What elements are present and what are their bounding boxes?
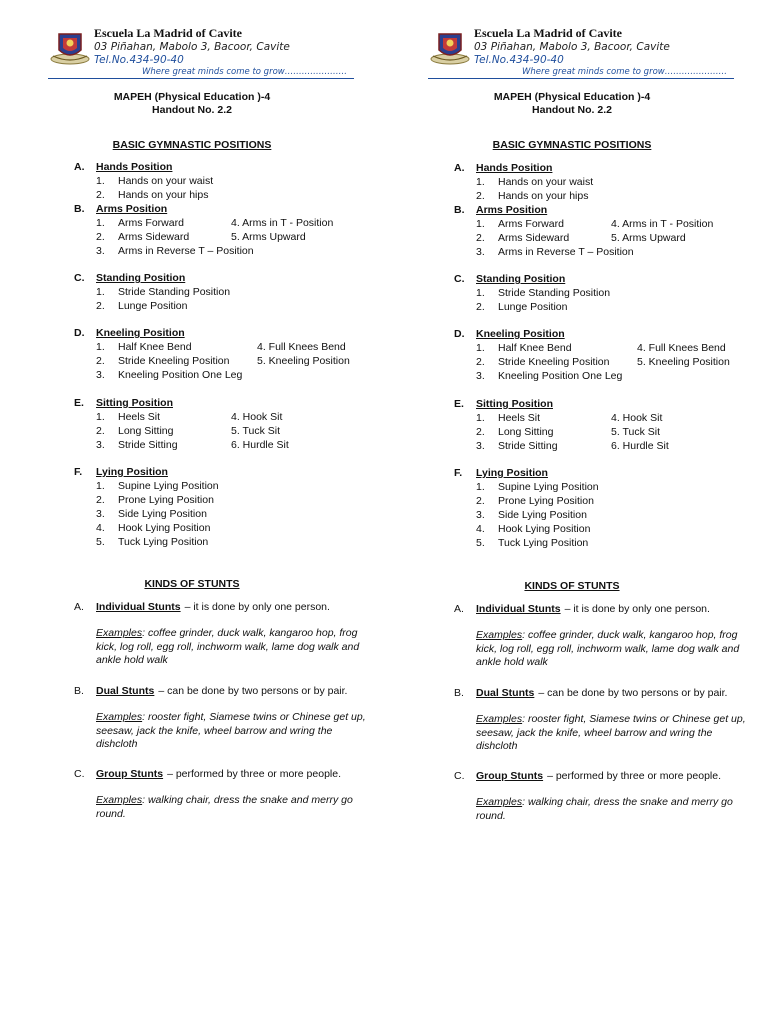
section-title: Lying Position [476,467,548,479]
examples-text: : walking chair, dress the snake and merry go round. [96,794,353,820]
item-text-second: 5. Arms Upward [611,232,686,244]
item-text: Kneeling Position One Leg [118,369,243,381]
examples-text: : coffee grinder, duck walk, kangaroo hop, frog kick, log roll, egg roll, inchworm walk, lame dog walk and ankle hold walk [476,629,740,668]
stunt-letter: C. [74,768,85,780]
item-text-second: 4. Hook Sit [231,411,283,423]
list-item [74,438,374,452]
stunt-examples [96,794,366,821]
item-text: Side Lying Position [118,508,207,520]
section-heading [454,161,754,175]
section-heading [74,160,374,174]
item-number: 3. [96,369,105,381]
header-divider [428,78,734,79]
item-number: 2. [96,494,105,506]
item-number: 1. [476,342,485,354]
position-section [454,327,754,383]
list-item [74,216,374,230]
item-number: 2. [96,231,105,243]
handout-number: Handout No. 2.2 [152,104,232,116]
list-item [74,479,374,493]
list-item [454,369,754,383]
section-title: Sitting Position [96,397,173,409]
section-title: Hands Position [96,161,173,173]
stunt-heading [454,602,744,616]
list-item [454,175,754,189]
position-section [454,203,754,259]
position-section [74,326,374,382]
list-item [454,300,754,314]
position-section [454,466,754,550]
list-item [454,189,754,203]
examples-text: : rooster fight, Siamese twins or Chinese get up, seesaw, jack the knife, wheel barrow and wring the dishcloth [476,713,746,752]
item-text-second: 6. Hurdle Sit [611,440,669,452]
item-text: Stride Sitting [118,439,178,451]
section-letter: B. [74,203,85,215]
item-text: Side Lying Position [498,509,587,521]
school-address: 03 Piñahan, Mabolo 3, Bacoor, Cavite [94,41,290,53]
item-number: 3. [476,370,485,382]
section-letter: D. [454,328,465,340]
list-item [454,245,754,259]
stunt-examples [476,629,746,670]
school-telephone: Tel.No.434-90-40 [94,54,184,66]
item-text: Hands on your hips [498,190,589,202]
position-section [74,202,374,258]
stunt-name: Dual Stunts [476,687,535,699]
list-item [454,411,754,425]
stunt-examples [96,627,366,668]
item-text: Hands on your waist [498,176,594,188]
item-text: Tuck Lying Position [498,537,589,549]
handout-number: Handout No. 2.2 [532,104,612,116]
school-motto: Where great minds come to grow…………………. [522,67,727,77]
item-text-second: 4. Hook Sit [611,412,663,424]
list-item [74,299,374,313]
position-section [454,161,754,203]
section-letter: D. [74,327,85,339]
section-title: Kneeling Position [96,327,185,339]
item-number: 1. [96,341,105,353]
list-item [74,424,374,438]
stunt-name: Group Stunts [476,770,544,782]
examples-label: Examples [476,629,523,641]
stunt-entry [74,684,364,752]
item-text: Prone Lying Position [498,495,594,507]
section-heading [454,397,754,411]
list-item [74,230,374,244]
item-number: 1. [476,481,485,493]
item-number: 5. [96,536,105,548]
item-text: Hook Lying Position [118,522,211,534]
item-text-second: 5. Kneeling Position [637,356,730,368]
section-letter: F. [74,466,83,478]
kinds-heading: KINDS OF STUNTS [144,578,240,590]
examples-label: Examples [96,627,143,639]
section-heading [74,465,374,479]
stunt-description: – performed by three or more people. [547,770,722,782]
stunt-examples [96,711,366,752]
item-text: Arms Sideward [118,231,190,243]
item-number: 1. [96,411,105,423]
section-letter: B. [454,204,465,216]
school-header [428,24,748,84]
item-number: 4. [96,522,105,534]
item-number: 3. [476,509,485,521]
item-text: Stride Kneeling Position [498,356,610,368]
item-text-second: 5. Arms Upward [231,231,306,243]
stunt-examples [476,796,746,823]
stunt-letter: A. [74,601,84,613]
item-number: 3. [96,439,105,451]
list-item [74,507,374,521]
stunt-heading [454,769,744,783]
item-number: 3. [96,245,105,257]
list-item [74,174,374,188]
item-number: 2. [476,301,485,313]
section-letter: A. [74,161,85,173]
item-number: 2. [476,190,485,202]
item-text: Hands on your waist [118,175,214,187]
stunt-letter: C. [454,770,465,782]
section-title: Standing Position [476,273,566,285]
list-item [74,493,374,507]
list-item [454,425,754,439]
item-number: 3. [476,440,485,452]
stunt-name: Individual Stunts [476,603,561,615]
stunt-heading [74,767,364,781]
item-text: Long Sitting [118,425,174,437]
stunt-entry [74,600,364,668]
item-text: Stride Sitting [498,440,558,452]
list-item [74,410,374,424]
item-text: Stride Standing Position [118,286,231,298]
stunt-heading [74,684,364,698]
item-text: Stride Kneeling Position [118,355,230,367]
section-title: Sitting Position [476,398,553,410]
position-section [454,397,754,453]
list-item [454,536,754,550]
item-number: 1. [476,218,485,230]
section-heading [454,327,754,341]
item-text: Half Knee Bend [118,341,192,353]
school-motto: Where great minds come to grow…………………. [142,67,347,77]
item-number: 2. [96,355,105,367]
section-heading [74,326,374,340]
item-text-second: 4. Arms in T - Position [231,217,334,229]
item-number: 1. [96,175,105,187]
main-heading: BASIC GYMNASTIC POSITIONS [492,139,652,151]
item-text: Hands on your hips [118,189,209,201]
position-section [74,271,374,313]
item-number: 1. [476,287,485,299]
list-item [74,354,374,368]
section-heading [74,271,374,285]
examples-label: Examples [96,711,143,723]
examples-label: Examples [476,796,523,808]
list-item [454,480,754,494]
item-number: 2. [96,189,105,201]
kinds-heading: KINDS OF STUNTS [524,580,620,592]
section-title: Kneeling Position [476,328,565,340]
stunt-entry [454,686,744,754]
stunt-description: – can be done by two persons or by pair. [158,685,348,697]
list-item [74,285,374,299]
item-number: 1. [476,412,485,424]
item-number: 2. [476,426,485,438]
item-text: Long Sitting [498,426,554,438]
examples-label: Examples [476,713,523,725]
section-heading [74,202,374,216]
handout-copy-right [380,0,764,1024]
stunt-description: – it is done by only one person. [184,601,330,613]
section-letter: C. [454,273,465,285]
school-address: 03 Piñahan, Mabolo 3, Bacoor, Cavite [474,41,670,53]
section-heading [454,466,754,480]
item-text: Heels Sit [498,412,541,424]
section-heading [454,272,754,286]
stunt-entry [454,602,744,670]
item-number: 1. [96,217,105,229]
item-text: Tuck Lying Position [118,536,209,548]
examples-label: Examples [96,794,143,806]
item-text-second: 5. Kneeling Position [257,355,350,367]
item-number: 2. [476,356,485,368]
examples-text: : coffee grinder, duck walk, kangaroo hop, frog kick, log roll, egg roll, inchworm walk, lame dog walk and ankle hold walk [96,627,360,666]
list-item [454,217,754,231]
item-text: Hook Lying Position [498,523,591,535]
position-section [74,465,374,549]
item-text: Arms Sideward [498,232,570,244]
section-heading [74,396,374,410]
item-text-second: 6. Hurdle Sit [231,439,289,451]
examples-text: : walking chair, dress the snake and merry go round. [476,796,733,822]
school-name: Escuela La Madrid of Cavite [94,26,242,40]
item-text: Lunge Position [118,300,188,312]
stunt-examples [476,713,746,754]
school-name: Escuela La Madrid of Cavite [474,26,622,40]
list-item [74,368,374,382]
item-text: Arms in Reverse T – Position [498,246,634,258]
school-seal-logo [430,30,470,66]
section-letter: A. [454,162,465,174]
stunt-letter: B. [454,687,464,699]
list-item [74,244,374,258]
position-section [454,272,754,314]
list-item [74,521,374,535]
position-section [74,396,374,452]
section-title: Standing Position [96,272,186,284]
section-title: Hands Position [476,162,553,174]
item-text: Arms Forward [498,218,564,230]
item-text: Heels Sit [118,411,161,423]
item-text: Stride Standing Position [498,287,611,299]
item-number: 1. [96,286,105,298]
section-title: Arms Position [476,204,548,216]
item-text: Arms Forward [118,217,184,229]
item-number: 5. [476,537,485,549]
stunt-description: – can be done by two persons or by pair. [538,687,728,699]
subject-title: MAPEH (Physical Education )-4 [493,91,651,103]
section-letter: E. [454,398,464,410]
list-item [74,535,374,549]
item-number: 2. [476,495,485,507]
list-item [454,355,754,369]
item-text: Prone Lying Position [118,494,214,506]
item-text: Lunge Position [498,301,568,313]
position-section [74,160,374,202]
item-text-second: 5. Tuck Sit [611,426,661,438]
item-text-second: 4. Full Knees Bend [637,342,726,354]
item-text-second: 4. Arms in T - Position [611,218,714,230]
item-text: Kneeling Position One Leg [498,370,623,382]
stunt-name: Group Stunts [96,768,164,780]
section-heading [454,203,754,217]
item-text-second: 5. Tuck Sit [231,425,281,437]
item-text: Arms in Reverse T – Position [118,245,254,257]
item-number: 1. [96,480,105,492]
school-seal-logo [50,30,90,66]
item-number: 4. [476,523,485,535]
section-letter: C. [74,272,85,284]
item-text: Supine Lying Position [118,480,219,492]
list-item [454,439,754,453]
stunt-heading [454,686,744,700]
item-text: Half Knee Bend [498,342,572,354]
list-item [74,188,374,202]
stunt-entry [454,769,744,823]
section-letter: F. [454,467,463,479]
subject-title: MAPEH (Physical Education )-4 [113,91,271,103]
list-item [454,341,754,355]
stunt-letter: A. [454,603,464,615]
section-title: Lying Position [96,466,168,478]
item-number: 3. [476,246,485,258]
stunt-letter: B. [74,685,84,697]
examples-text: : rooster fight, Siamese twins or Chinese get up, seesaw, jack the knife, wheel barrow and wring the dishcloth [96,711,366,750]
main-heading: BASIC GYMNASTIC POSITIONS [112,139,272,151]
stunt-name: Dual Stunts [96,685,155,697]
stunt-description: – performed by three or more people. [167,768,342,780]
item-text-second: 4. Full Knees Bend [257,341,346,353]
item-number: 2. [476,232,485,244]
item-number: 1. [476,176,485,188]
item-number: 3. [96,508,105,520]
item-text: Supine Lying Position [498,481,599,493]
list-item [454,494,754,508]
stunt-heading [74,600,364,614]
item-number: 2. [96,425,105,437]
school-telephone: Tel.No.434-90-40 [474,54,564,66]
list-item [454,231,754,245]
list-item [454,508,754,522]
section-title: Arms Position [96,203,168,215]
stunt-description: – it is done by only one person. [564,603,710,615]
list-item [454,522,754,536]
stunt-name: Individual Stunts [96,601,181,613]
header-divider [48,78,354,79]
stunt-entry [74,767,364,821]
section-letter: E. [74,397,84,409]
school-header [48,24,368,84]
list-item [74,340,374,354]
item-number: 2. [96,300,105,312]
list-item [454,286,754,300]
